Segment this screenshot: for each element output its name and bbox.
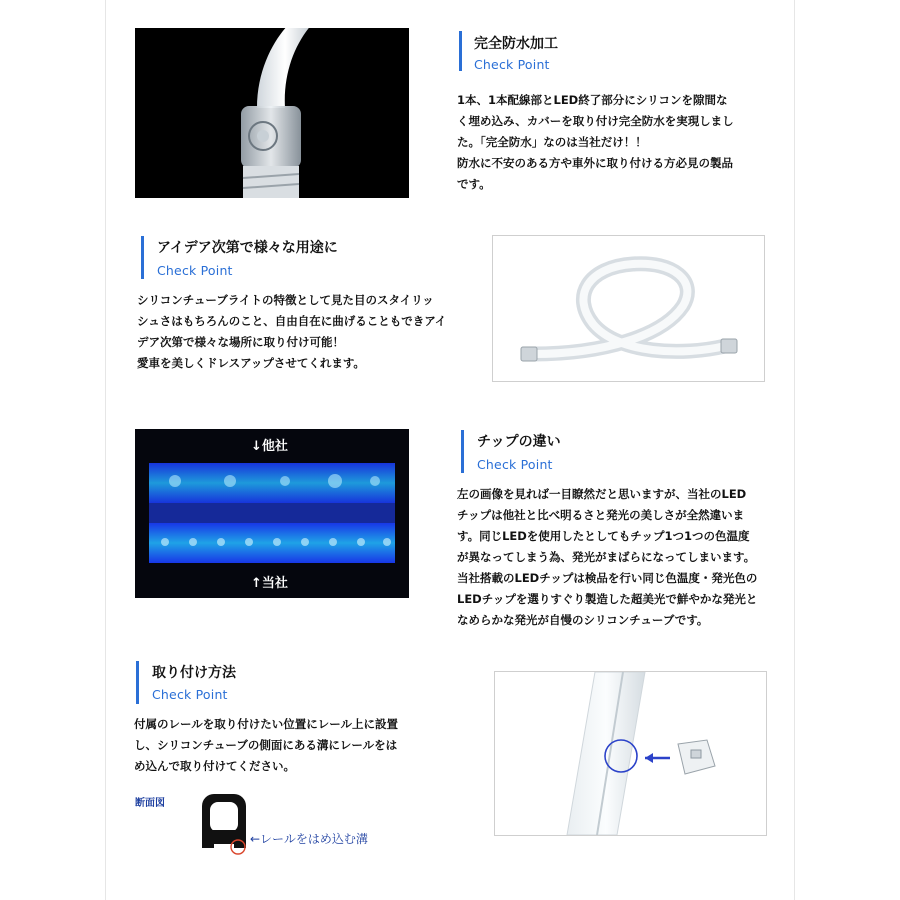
competitor-label: ↓他社 bbox=[251, 439, 288, 454]
rail-mount-photo bbox=[494, 671, 767, 836]
section-2-title: アイデア次第で様々な用途に bbox=[157, 240, 338, 256]
section-3-check-point: Check Point bbox=[477, 457, 553, 472]
cross-section-diagram bbox=[196, 790, 256, 862]
section-1-check-point: Check Point bbox=[474, 57, 550, 72]
section-2-description: シリコンチューブライトの特徴として見た目のスタイリッ シュさはもちろんのこと、自由自在に曲げることもできアイ デア次第で様々な場所に取り付け可能！ 愛車を美しくドレスアップさせてくれます。 bbox=[137, 293, 447, 370]
section-2-accent-bar bbox=[141, 236, 144, 279]
section-4-title: 取り付け方法 bbox=[152, 665, 236, 681]
section-2-check-point: Check Point bbox=[157, 263, 233, 278]
led-comparison-photo bbox=[135, 429, 409, 598]
waterproof-end-cap-photo bbox=[135, 28, 409, 198]
section-1-title: 完全防水加工 bbox=[474, 36, 558, 52]
section-3-title: チップの違い bbox=[477, 434, 561, 450]
section-4-description: 付属のレールを取り付けたい位置にレール上に設置 し、シリコンチューブの側面にある溝にレールをは め込んで取り付けてください。 bbox=[134, 717, 399, 773]
our-product-label: ↑当社 bbox=[251, 576, 288, 591]
section-3-accent-bar bbox=[461, 430, 464, 473]
section-1-description: 1本、1本配線部とLED終了部分にシリコンを隙間な く埋め込み、カバーを取り付け完全防水を実現しまし た。「完全防水」なのは当社だけ！！ 防水に不安のある方や車外に取り付ける方必見の製品 です。 bbox=[457, 93, 734, 191]
section-3-description: 左の画像を見れば一目瞭然だと思いますが、当社のLED チップは他社と比べ明るさと発光の美しさが全然違いま す。同じLEDを使用したとしてもチップ1つ1つの色温度 が異なってしまう為、発光がまばらになってしまいます。 当社搭載のLEDチップは検品を行い同じ色温度・発光色の LEDチップを選りすぐり製造した超美光で鮮やかな発光と なめらかな発光が自慢のシリコンチューブです。 bbox=[457, 487, 758, 627]
groove-callout: ←レールをはめ込む溝 bbox=[250, 832, 368, 846]
section-4-check-point: Check Point bbox=[152, 687, 228, 702]
section-4-accent-bar bbox=[136, 661, 139, 704]
section-1-accent-bar bbox=[459, 31, 462, 71]
cross-section-label: 断面図 bbox=[135, 798, 165, 809]
coiled-tube-photo bbox=[492, 235, 765, 382]
